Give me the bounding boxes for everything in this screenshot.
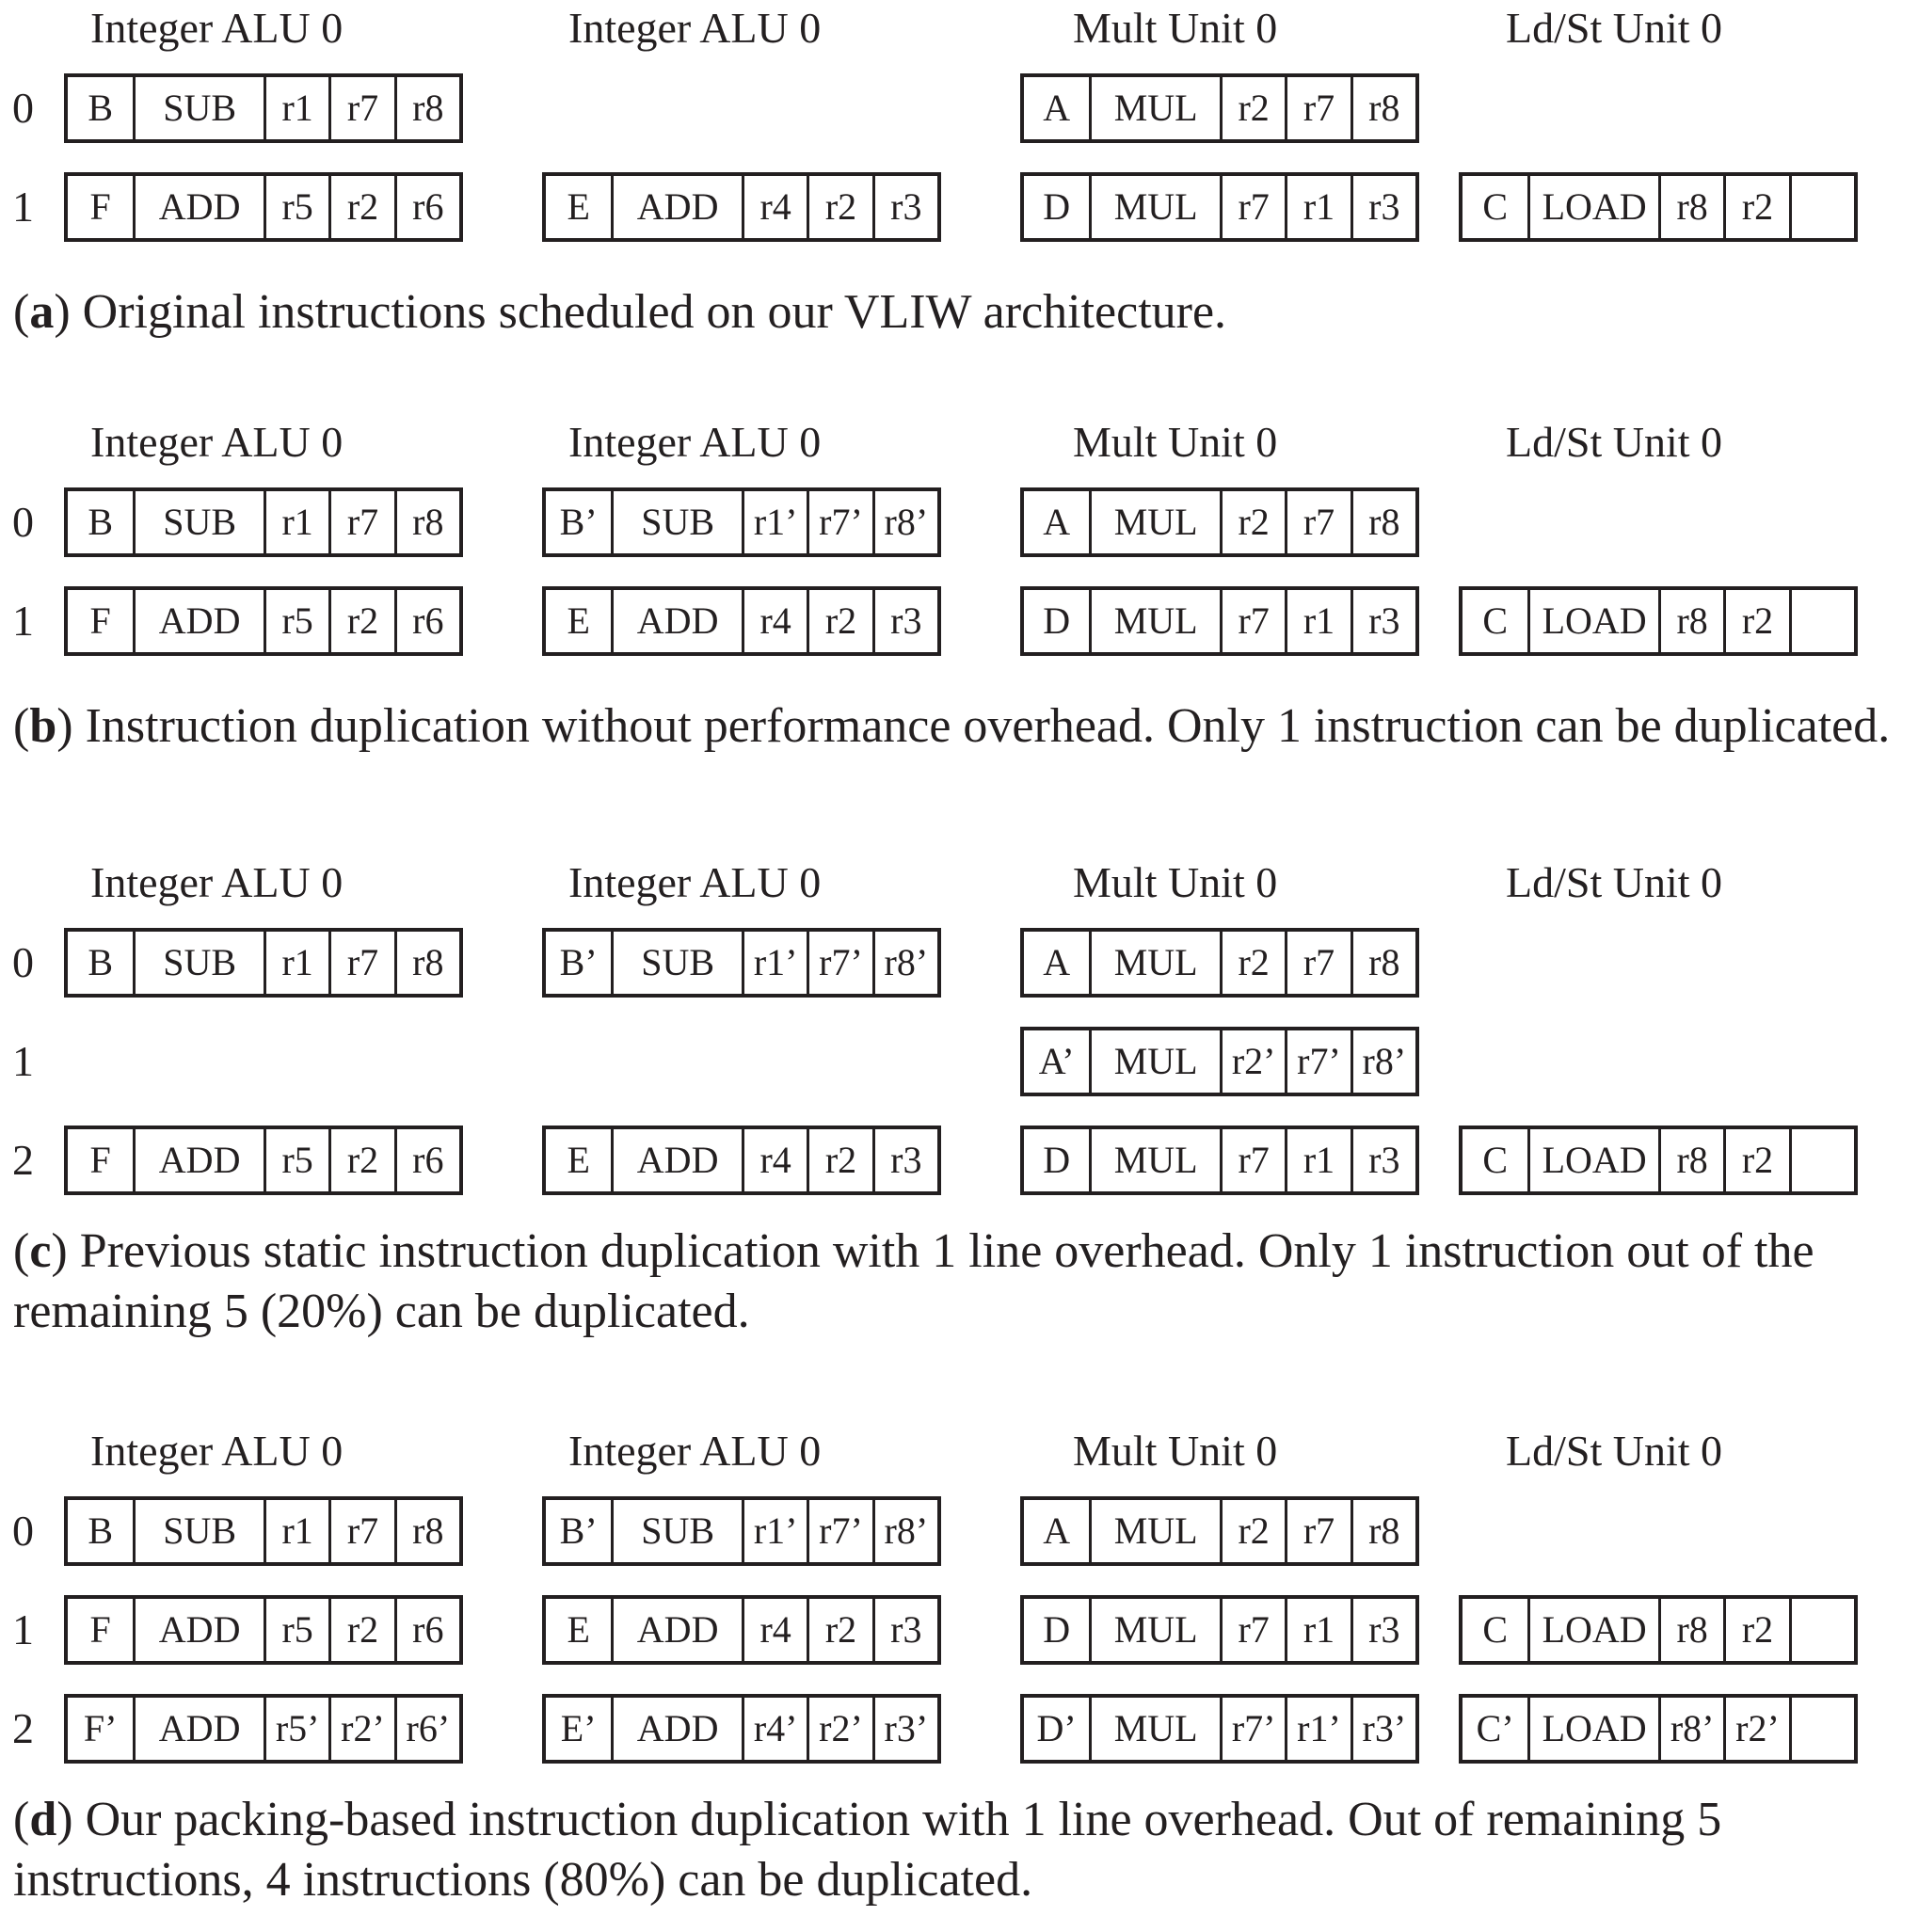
instruction-box bbox=[1020, 172, 1419, 242]
schedule-row bbox=[0, 1496, 1918, 1566]
unit-label: Mult Unit 0 bbox=[1073, 418, 1278, 466]
instruction-box bbox=[64, 487, 463, 557]
register-operand: r3 bbox=[872, 1129, 937, 1191]
register-operand: r8’ bbox=[872, 932, 937, 994]
register-operand: r8 bbox=[1658, 176, 1723, 238]
issue-slot bbox=[542, 487, 941, 557]
opcode: ADD bbox=[611, 1599, 742, 1661]
instruction-box bbox=[1459, 1694, 1858, 1764]
panel-letter: b bbox=[29, 699, 57, 753]
cycle-index: 1 bbox=[12, 1605, 34, 1653]
caption-text: Previous static instruction duplication with 1 line overhead. Only 1 instruction out of the remaining 5 (20%) can be duplicated. bbox=[13, 1224, 1814, 1338]
opcode: ADD bbox=[611, 1698, 742, 1760]
register-operand: r6 bbox=[394, 176, 459, 238]
register-operand: r1’ bbox=[742, 932, 807, 994]
panel-caption: (a) Original instructions scheduled on our VLIW architecture. bbox=[13, 285, 1227, 339]
unit-label: Mult Unit 0 bbox=[1073, 4, 1278, 52]
issue-slot bbox=[1020, 1496, 1419, 1566]
instruction-box bbox=[1459, 1126, 1858, 1195]
unit-label: Integer ALU 0 bbox=[90, 4, 344, 52]
instruction-id: D bbox=[1043, 1139, 1071, 1181]
register-operand: r7 bbox=[328, 1500, 393, 1562]
register-operand: r7 bbox=[1220, 176, 1285, 238]
opcode: MUL bbox=[1089, 77, 1220, 139]
register-operand: r6 bbox=[394, 1129, 459, 1191]
opcode: ADD bbox=[133, 1698, 264, 1760]
opcode: SUB bbox=[611, 1500, 742, 1562]
opcode: SUB bbox=[611, 932, 742, 994]
instruction-id: B bbox=[88, 87, 113, 129]
register-operand: r8’ bbox=[1658, 1698, 1723, 1760]
register-operand: r2’ bbox=[807, 1698, 871, 1760]
instruction-id: C bbox=[1482, 185, 1508, 228]
register-operand: r7 bbox=[1220, 1599, 1285, 1661]
instruction-box bbox=[1020, 1027, 1419, 1096]
register-operand: r8 bbox=[394, 932, 459, 994]
register-operand: r7 bbox=[1220, 1129, 1285, 1191]
issue-slot bbox=[1020, 172, 1419, 242]
register-operand: r5 bbox=[264, 1599, 328, 1661]
instruction-box bbox=[1020, 1595, 1419, 1665]
register-operand bbox=[1789, 1599, 1854, 1661]
panel-c bbox=[0, 854, 1918, 1338]
instruction-box bbox=[542, 586, 941, 656]
schedule-row bbox=[0, 73, 1918, 143]
unit-label: Mult Unit 0 bbox=[1073, 1427, 1278, 1475]
register-operand: r7 bbox=[1285, 77, 1350, 139]
register-operand: r3 bbox=[1351, 590, 1415, 652]
register-operand bbox=[1789, 1698, 1854, 1760]
issue-slot bbox=[64, 928, 463, 998]
opcode: MUL bbox=[1089, 491, 1220, 553]
opcode: MUL bbox=[1089, 1500, 1220, 1562]
opcode: MUL bbox=[1089, 1599, 1220, 1661]
register-operand: r3 bbox=[872, 590, 937, 652]
schedule-row bbox=[0, 1027, 1918, 1096]
register-operand: r8 bbox=[1658, 1129, 1723, 1191]
register-operand: r7’ bbox=[807, 932, 871, 994]
register-operand: r8 bbox=[394, 491, 459, 553]
register-operand: r2’ bbox=[1723, 1698, 1788, 1760]
instruction-id: A bbox=[1043, 501, 1071, 543]
schedule-row bbox=[0, 487, 1918, 557]
instruction-box bbox=[542, 172, 941, 242]
register-operand: r2 bbox=[1220, 932, 1285, 994]
unit-headers bbox=[0, 1423, 1918, 1479]
instruction-id: D bbox=[1043, 599, 1071, 642]
unit-headers bbox=[0, 0, 1918, 56]
instruction-box bbox=[542, 1496, 941, 1566]
register-operand: r8’ bbox=[872, 1500, 937, 1562]
register-operand: r1 bbox=[1285, 1129, 1350, 1191]
register-operand: r6’ bbox=[394, 1698, 459, 1760]
instruction-id: D bbox=[1043, 185, 1071, 228]
register-operand: r1 bbox=[1285, 176, 1350, 238]
instruction-id: C bbox=[1482, 1608, 1508, 1651]
cycle-index: 0 bbox=[12, 498, 34, 546]
register-operand: r7 bbox=[328, 491, 393, 553]
schedule-row bbox=[0, 1595, 1918, 1665]
register-operand: r5 bbox=[264, 590, 328, 652]
issue-slot bbox=[1020, 1126, 1419, 1195]
opcode: MUL bbox=[1089, 1030, 1220, 1093]
register-operand: r1’ bbox=[1285, 1698, 1350, 1760]
issue-slot bbox=[542, 586, 941, 656]
instruction-id: F bbox=[89, 599, 111, 642]
instruction-id: E bbox=[567, 599, 590, 642]
register-operand: r8 bbox=[1351, 932, 1415, 994]
opcode: LOAD bbox=[1527, 1129, 1658, 1191]
register-operand: r3’ bbox=[1351, 1698, 1415, 1760]
unit-label: Ld/St Unit 0 bbox=[1506, 418, 1723, 466]
register-operand: r2’ bbox=[1220, 1030, 1285, 1093]
instruction-id: A bbox=[1043, 941, 1071, 983]
unit-label: Integer ALU 0 bbox=[568, 4, 822, 52]
register-operand: r5’ bbox=[264, 1698, 328, 1760]
issue-slot bbox=[542, 928, 941, 998]
panel-letter: a bbox=[29, 285, 55, 339]
issue-slot bbox=[1020, 1595, 1419, 1665]
unit-headers bbox=[0, 414, 1918, 471]
cycle-index: 0 bbox=[12, 1507, 34, 1555]
cycle-index: 2 bbox=[12, 1136, 34, 1184]
register-operand: r2 bbox=[1220, 77, 1285, 139]
cycle-index: 0 bbox=[12, 84, 34, 132]
register-operand: r3 bbox=[1351, 1129, 1415, 1191]
unit-label: Ld/St Unit 0 bbox=[1506, 858, 1723, 906]
register-operand: r7’ bbox=[1285, 1030, 1350, 1093]
instruction-box bbox=[542, 1694, 941, 1764]
opcode: ADD bbox=[611, 1129, 742, 1191]
instruction-id: B bbox=[88, 501, 113, 543]
register-operand: r4’ bbox=[742, 1698, 807, 1760]
register-operand: r4 bbox=[742, 1129, 807, 1191]
unit-label: Ld/St Unit 0 bbox=[1506, 4, 1723, 52]
register-operand: r1 bbox=[264, 1500, 328, 1562]
caption-text: Instruction duplication without performance overhead. Only 1 instruction can be duplicated. bbox=[85, 699, 1891, 753]
issue-slot bbox=[1020, 1694, 1419, 1764]
panel-b bbox=[0, 414, 1918, 885]
instruction-id: C bbox=[1482, 599, 1508, 642]
opcode: MUL bbox=[1089, 1698, 1220, 1760]
instruction-id: D’ bbox=[1036, 1707, 1077, 1749]
panel-caption: (c) Previous static instruction duplication with 1 line overhead. Only 1 instruction out of the remaining 5 (20%) can be duplicated. bbox=[13, 1224, 1814, 1338]
instruction-id: A’ bbox=[1038, 1040, 1075, 1082]
instruction-box bbox=[1020, 487, 1419, 557]
opcode: LOAD bbox=[1527, 176, 1658, 238]
instruction-box bbox=[64, 73, 463, 143]
opcode: MUL bbox=[1089, 590, 1220, 652]
panel-caption: (b) Instruction duplication without performance overhead. Only 1 instruction can be duplicated. bbox=[13, 699, 1891, 753]
instruction-id: A bbox=[1043, 1509, 1071, 1552]
opcode: ADD bbox=[133, 590, 264, 652]
register-operand: r3’ bbox=[872, 1698, 937, 1760]
register-operand: r7 bbox=[1285, 491, 1350, 553]
instruction-box bbox=[1459, 172, 1858, 242]
register-operand: r2 bbox=[807, 1129, 871, 1191]
register-operand: r1 bbox=[264, 77, 328, 139]
register-operand bbox=[1789, 1129, 1854, 1191]
instruction-box bbox=[1020, 1126, 1419, 1195]
opcode: ADD bbox=[133, 1129, 264, 1191]
opcode: MUL bbox=[1089, 932, 1220, 994]
register-operand: r2 bbox=[1220, 1500, 1285, 1562]
register-operand: r8 bbox=[1351, 77, 1415, 139]
instruction-id: B’ bbox=[559, 501, 598, 543]
opcode: SUB bbox=[133, 932, 264, 994]
instruction-id: D bbox=[1043, 1608, 1071, 1651]
register-operand: r1 bbox=[1285, 1599, 1350, 1661]
caption-text: Original instructions scheduled on our VLIW architecture. bbox=[82, 285, 1227, 339]
instruction-id: E bbox=[567, 1139, 590, 1181]
register-operand bbox=[1789, 176, 1854, 238]
register-operand: r2 bbox=[1220, 491, 1285, 553]
instruction-box bbox=[1020, 1496, 1419, 1566]
register-operand: r8 bbox=[1351, 1500, 1415, 1562]
register-operand: r7 bbox=[1220, 590, 1285, 652]
instruction-id: B’ bbox=[559, 941, 598, 983]
unit-label: Ld/St Unit 0 bbox=[1506, 1427, 1723, 1475]
register-operand: r2 bbox=[807, 1599, 871, 1661]
register-operand: r8 bbox=[394, 77, 459, 139]
instruction-id: E’ bbox=[560, 1707, 597, 1749]
opcode: LOAD bbox=[1527, 590, 1658, 652]
instruction-id: B bbox=[88, 941, 113, 983]
register-operand: r2 bbox=[328, 1129, 393, 1191]
instruction-box bbox=[1020, 928, 1419, 998]
issue-slot bbox=[1459, 586, 1858, 656]
issue-slot bbox=[1459, 1595, 1858, 1665]
issue-slot bbox=[1020, 73, 1419, 143]
register-operand: r1 bbox=[1285, 590, 1350, 652]
panel-letter: d bbox=[29, 1793, 57, 1846]
issue-slot bbox=[542, 1694, 941, 1764]
register-operand: r2 bbox=[328, 176, 393, 238]
register-operand: r7 bbox=[328, 932, 393, 994]
unit-label: Integer ALU 0 bbox=[90, 858, 344, 906]
register-operand: r2 bbox=[1723, 590, 1788, 652]
register-operand: r8’ bbox=[872, 491, 937, 553]
opcode: LOAD bbox=[1527, 1599, 1658, 1661]
panel-a bbox=[0, 0, 1918, 471]
issue-slot bbox=[1020, 928, 1419, 998]
opcode: ADD bbox=[133, 176, 264, 238]
schedule-row bbox=[0, 928, 1918, 998]
issue-slot bbox=[64, 586, 463, 656]
opcode: SUB bbox=[611, 491, 742, 553]
issue-slot bbox=[542, 1496, 941, 1566]
register-operand: r3 bbox=[1351, 1599, 1415, 1661]
instruction-box bbox=[1020, 586, 1419, 656]
opcode: SUB bbox=[133, 77, 264, 139]
unit-label: Mult Unit 0 bbox=[1073, 858, 1278, 906]
issue-slot bbox=[1459, 172, 1858, 242]
issue-slot bbox=[64, 1694, 463, 1764]
instruction-box bbox=[542, 1126, 941, 1195]
register-operand: r2 bbox=[328, 590, 393, 652]
register-operand: r1’ bbox=[742, 1500, 807, 1562]
instruction-id: C’ bbox=[1476, 1707, 1514, 1749]
register-operand: r1 bbox=[264, 932, 328, 994]
instruction-id: A bbox=[1043, 87, 1071, 129]
unit-label: Integer ALU 0 bbox=[90, 1427, 344, 1475]
instruction-box bbox=[64, 172, 463, 242]
register-operand: r7 bbox=[1285, 932, 1350, 994]
issue-slot bbox=[64, 1496, 463, 1566]
instruction-box bbox=[1020, 73, 1419, 143]
register-operand: r3 bbox=[1351, 176, 1415, 238]
issue-slot bbox=[1020, 1027, 1419, 1096]
instruction-box bbox=[64, 1694, 463, 1764]
instruction-id: F bbox=[89, 1139, 111, 1181]
unit-label: Integer ALU 0 bbox=[568, 858, 822, 906]
unit-label: Integer ALU 0 bbox=[90, 418, 344, 466]
instruction-box bbox=[64, 586, 463, 656]
instruction-box bbox=[542, 928, 941, 998]
instruction-box bbox=[64, 1126, 463, 1195]
register-operand: r2 bbox=[807, 590, 871, 652]
issue-slot bbox=[64, 172, 463, 242]
opcode: SUB bbox=[133, 1500, 264, 1562]
register-operand: r5 bbox=[264, 1129, 328, 1191]
register-operand: r2 bbox=[328, 1599, 393, 1661]
schedule-row bbox=[0, 586, 1918, 656]
register-operand: r7’ bbox=[807, 1500, 871, 1562]
register-operand bbox=[1789, 590, 1854, 652]
opcode: MUL bbox=[1089, 176, 1220, 238]
cycle-index: 1 bbox=[12, 597, 34, 645]
instruction-box bbox=[64, 1595, 463, 1665]
register-operand: r2’ bbox=[328, 1698, 393, 1760]
register-operand: r7’ bbox=[807, 491, 871, 553]
register-operand: r3 bbox=[872, 176, 937, 238]
unit-headers bbox=[0, 854, 1918, 911]
schedule-row bbox=[0, 1126, 1918, 1195]
schedule-row bbox=[0, 1694, 1918, 1764]
register-operand: r8 bbox=[1351, 491, 1415, 553]
issue-slot bbox=[64, 73, 463, 143]
panel-letter: c bbox=[29, 1224, 52, 1278]
issue-slot bbox=[64, 487, 463, 557]
register-operand: r3 bbox=[872, 1599, 937, 1661]
register-operand: r8 bbox=[1658, 1599, 1723, 1661]
register-operand: r2 bbox=[807, 176, 871, 238]
instruction-box bbox=[1459, 1595, 1858, 1665]
unit-label: Integer ALU 0 bbox=[568, 418, 822, 466]
issue-slot bbox=[542, 1595, 941, 1665]
register-operand: r8 bbox=[394, 1500, 459, 1562]
instruction-id: F’ bbox=[83, 1707, 118, 1749]
issue-slot bbox=[1459, 1126, 1858, 1195]
issue-slot bbox=[64, 1595, 463, 1665]
opcode: ADD bbox=[133, 1599, 264, 1661]
unit-label: Integer ALU 0 bbox=[568, 1427, 822, 1475]
opcode: LOAD bbox=[1527, 1698, 1658, 1760]
register-operand: r7 bbox=[328, 77, 393, 139]
register-operand: r2 bbox=[1723, 176, 1788, 238]
panel-d bbox=[0, 1423, 1918, 1907]
instruction-box bbox=[542, 1595, 941, 1665]
issue-slot bbox=[542, 172, 941, 242]
instruction-id: C bbox=[1482, 1139, 1508, 1181]
register-operand: r8 bbox=[1658, 590, 1723, 652]
register-operand: r1’ bbox=[742, 491, 807, 553]
issue-slot bbox=[1020, 586, 1419, 656]
instruction-box bbox=[542, 487, 941, 557]
caption-text: Our packing-based instruction duplication with 1 line overhead. Out of remaining 5 instructions, 4 instructions (80%) can be duplicated. bbox=[13, 1793, 1722, 1907]
cycle-index: 2 bbox=[12, 1704, 34, 1752]
instruction-box bbox=[1459, 586, 1858, 656]
register-operand: r7’ bbox=[1220, 1698, 1285, 1760]
register-operand: r6 bbox=[394, 1599, 459, 1661]
issue-slot bbox=[1459, 1694, 1858, 1764]
instruction-id: B’ bbox=[559, 1509, 598, 1552]
instruction-id: F bbox=[89, 1608, 111, 1651]
cycle-index: 0 bbox=[12, 938, 34, 986]
cycle-index: 1 bbox=[12, 1037, 34, 1085]
panel-caption: (d) Our packing-based instruction duplication with 1 line overhead. Out of remaining 5 instructions, 4 instructions (80%) can be duplicated. bbox=[13, 1793, 1722, 1907]
register-operand: r1 bbox=[264, 491, 328, 553]
instruction-id: E bbox=[567, 1608, 590, 1651]
issue-slot bbox=[542, 1126, 941, 1195]
opcode: ADD bbox=[611, 176, 742, 238]
instruction-id: F bbox=[89, 185, 111, 228]
register-operand: r5 bbox=[264, 176, 328, 238]
register-operand: r6 bbox=[394, 590, 459, 652]
issue-slot bbox=[1020, 487, 1419, 557]
register-operand: r2 bbox=[1723, 1599, 1788, 1661]
register-operand: r4 bbox=[742, 176, 807, 238]
instruction-id: B bbox=[88, 1509, 113, 1552]
instruction-id: E bbox=[567, 185, 590, 228]
instruction-box bbox=[64, 1496, 463, 1566]
instruction-box bbox=[1020, 1694, 1419, 1764]
register-operand: r8’ bbox=[1351, 1030, 1415, 1093]
opcode: ADD bbox=[611, 590, 742, 652]
opcode: SUB bbox=[133, 491, 264, 553]
register-operand: r2 bbox=[1723, 1129, 1788, 1191]
instruction-box bbox=[64, 928, 463, 998]
register-operand: r4 bbox=[742, 590, 807, 652]
cycle-index: 1 bbox=[12, 183, 34, 231]
issue-slot bbox=[64, 1126, 463, 1195]
opcode: MUL bbox=[1089, 1129, 1220, 1191]
schedule-row bbox=[0, 172, 1918, 242]
register-operand: r4 bbox=[742, 1599, 807, 1661]
register-operand: r7 bbox=[1285, 1500, 1350, 1562]
